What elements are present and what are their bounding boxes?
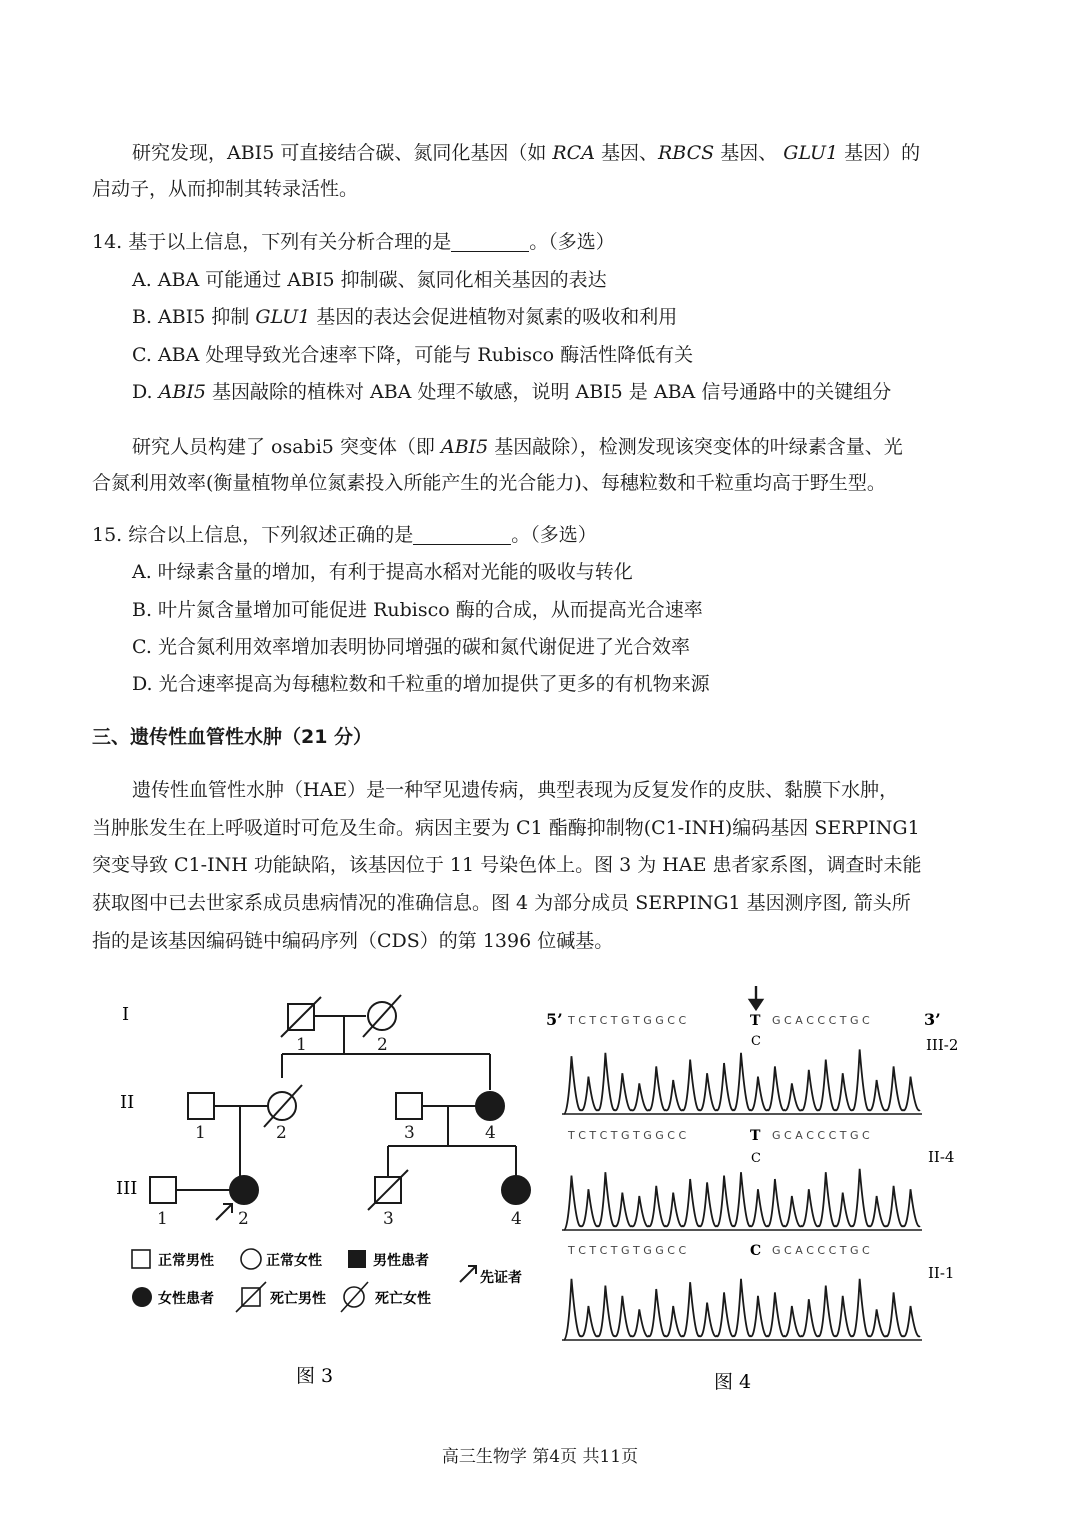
- q15-option-b: B. 叶片氮含量增加可能促进 Rubisco 酶的合成，从而提高光合速率: [132, 599, 703, 621]
- svg-text:3: 3: [383, 1209, 394, 1229]
- q15-option-c: C. 光合氮利用效率增加表明协同增强的碳和氮代谢促进了光合效率: [132, 636, 690, 658]
- svg-text:先证者: 先证者: [480, 1270, 522, 1286]
- section3-line-1: 遗传性血管性水肿（HAE）是一种罕见遗传病，典型表现为反复发作的皮肤、黏膜下水肿，: [132, 779, 899, 801]
- chromatogram-traces: [562, 1049, 922, 1340]
- sample-label-II-4: II-4: [928, 1148, 955, 1166]
- intro-line-2: 启动子，从而抑制其转录活性。: [92, 178, 359, 200]
- q14-answer-blank: [451, 231, 529, 252]
- q14-option-b: B. ABI5 抑制 GLU1 基因的表达会促进植物对氮素的吸收和利用: [132, 306, 678, 328]
- sample-label-III-2: III-2: [926, 1036, 959, 1054]
- individual-II-1: [188, 1093, 214, 1119]
- svg-text:G C A C C C T G C: G C A C C C T G C: [772, 1014, 870, 1027]
- figure-3-caption: 图 3: [296, 1365, 334, 1387]
- q15-option-a: A. 叶绿素含量的增加，有利于提高水稻对光能的吸收与转化: [132, 561, 633, 583]
- svg-text:1: 1: [157, 1209, 168, 1229]
- svg-text:4: 4: [511, 1209, 522, 1229]
- q14-option-c: C. ABA 处理导致光合速率下降，可能与 Rubisco 酶活性降低有关: [132, 344, 694, 366]
- individual-III-4: [502, 1176, 530, 1204]
- gene-rca: RCA: [552, 142, 595, 164]
- svg-text:1: 1: [296, 1035, 307, 1055]
- five-prime-label: 5’: [546, 1010, 563, 1029]
- section3-line-2: 当肿胀发生在上呼吸道时可危及生命。病因主要为 C1 酯酶抑制物(C1-INH)编码基因 SERPING1: [92, 817, 920, 839]
- q15-option-d: D. 光合速率提高为每穗粒数和千粒重的增加提供了更多的有机物来源: [132, 673, 710, 695]
- svg-text:4: 4: [485, 1123, 496, 1143]
- svg-text:2: 2: [238, 1209, 249, 1229]
- q15-answer-blank: [413, 524, 511, 545]
- mid-line-2: 合氮利用效率(衡量植物单位氮素投入所能产生的光合能力)、每穗粒数和千粒重均高于野生型。: [92, 472, 886, 494]
- svg-text:C: C: [751, 1034, 761, 1049]
- svg-text:C: C: [751, 1151, 761, 1166]
- figure-4-sequencing: [540, 982, 980, 1402]
- svg-text:T C T C T G T G G C C: T C T C T G T G G C C: [568, 1129, 687, 1142]
- q15-stem: 15. 综合以上信息，下列叙述正确的是 。（多选）: [92, 524, 597, 546]
- svg-text:2: 2: [377, 1035, 388, 1055]
- mid-line-1: 研究人员构建了 osabi5 突变体（即 ABI5 基因敲除），检测发现该突变体的叶绿素含量、光: [132, 436, 903, 458]
- svg-text:T C T C T G T G G C C: T C T C T G T G G C C: [568, 1244, 687, 1257]
- figure-4-caption: 图 4: [714, 1371, 752, 1393]
- svg-text:G C A C C C T G C: G C A C C C T G C: [772, 1244, 870, 1257]
- individual-III-1: [150, 1177, 176, 1203]
- svg-text:G C A C C C T G C: G C A C C C T G C: [772, 1129, 870, 1142]
- individual-II-4: [476, 1092, 504, 1120]
- generation-II-label: II: [120, 1092, 135, 1113]
- gene-glu1: GLU1: [783, 142, 839, 164]
- individual-II-3: [396, 1093, 422, 1119]
- intro-line-1: 研究发现，ABI5 可直接结合碳、氮同化基因（如 RCA 基因、RBCS 基因、 GLU1 基因）的: [132, 142, 921, 164]
- svg-text:正常男性: 正常男性: [158, 1253, 214, 1269]
- individual-III-2: [230, 1176, 258, 1204]
- base-arrow: [750, 986, 762, 1009]
- svg-text:死亡男性: 死亡男性: [270, 1291, 326, 1307]
- svg-text:C: C: [750, 1243, 762, 1259]
- pedigree-legend: [132, 1249, 522, 1312]
- sample-label-II-1: II-1: [928, 1264, 955, 1282]
- svg-text:T C T C T G T G G C C: T C T C T G T G G C C: [568, 1014, 687, 1027]
- section3-line-4: 获取图中已去世家系成员患病情况的准确信息。图 4 为部分成员 SERPING1 基因测序图, 箭头所: [92, 892, 911, 914]
- three-prime-label: 3’: [924, 1010, 941, 1029]
- svg-text:2: 2: [276, 1123, 287, 1143]
- generation-III-label: III: [116, 1178, 138, 1199]
- proband-arrow: [216, 1204, 232, 1220]
- section3-line-3: 突变导致 C1-INH 功能缺陷，该基因位于 11 号染色体上。图 3 为 HAE 患者家系图，调查时未能: [92, 854, 922, 876]
- svg-text:男性患者: 男性患者: [373, 1253, 429, 1269]
- q14-option-a: A. ABA 可能通过 ABI5 抑制碳、氮同化相关基因的表达: [132, 269, 607, 291]
- q14-option-d: D. ABI5 基因敲除的植株对 ABA 处理不敏感，说明 ABI5 是 ABA 信号通路中的关键组分: [132, 381, 892, 403]
- figure-3-pedigree: [100, 990, 560, 1410]
- q14-stem: 14. 基于以上信息，下列有关分析合理的是 。（多选）: [92, 231, 615, 253]
- svg-text:1: 1: [195, 1123, 206, 1143]
- svg-text:女性患者: 女性患者: [158, 1291, 214, 1307]
- chromatogram-trace: [564, 1169, 920, 1230]
- page-footer: 高三生物学 第4页 共11页: [441, 1447, 639, 1467]
- section3-line-5: 指的是该基因编码链中编码序列（CDS）的第 1396 位碱基。: [92, 930, 614, 952]
- gene-rbcs: RBCS: [657, 142, 715, 164]
- chromatogram-trace: [564, 1049, 920, 1114]
- svg-text:T: T: [750, 1013, 761, 1029]
- svg-text:T: T: [750, 1128, 761, 1144]
- section3-title: 三、遗传性血管性水肿（21 分）: [92, 726, 373, 748]
- generation-I-label: I: [122, 1004, 130, 1025]
- svg-text:3: 3: [404, 1123, 415, 1143]
- svg-text:死亡女性: 死亡女性: [375, 1291, 431, 1307]
- chromatogram-trace: [564, 1279, 920, 1340]
- svg-text:正常女性: 正常女性: [266, 1253, 322, 1269]
